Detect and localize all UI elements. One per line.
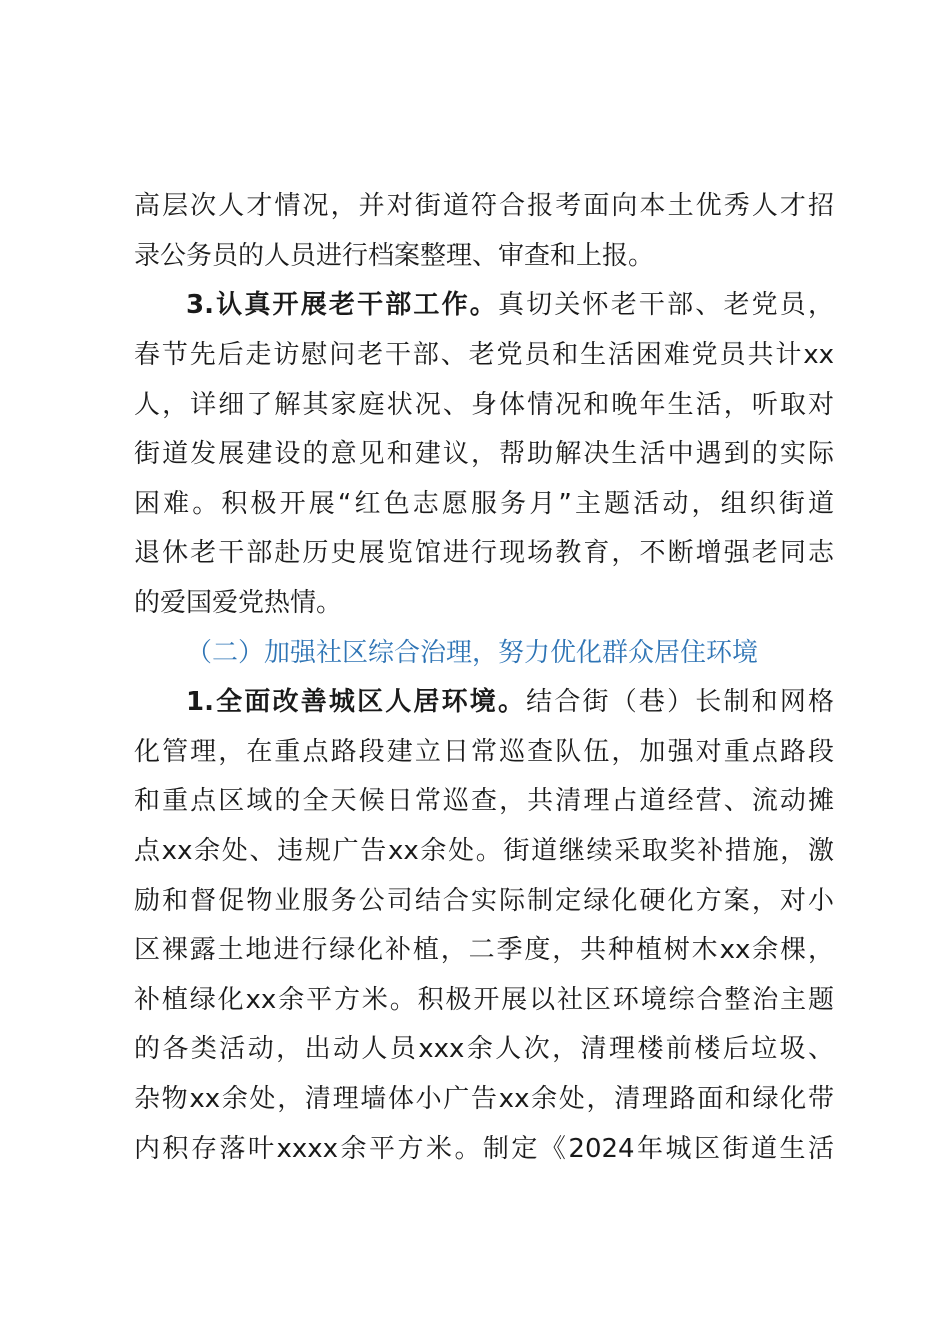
paragraph-line: 励和督促物业服务公司结合实际制定绿化硬化方案，对小 — [134, 886, 834, 916]
paragraph-line: 杂物xx余处，清理墙体小广告xx余处，清理路面和绿化带 — [134, 1084, 834, 1114]
paragraph-line: 区裸露土地进行绿化补植，二季度，共种植树木xx余棵， — [134, 935, 834, 965]
paragraph-line: 人，详细了解其家庭状况、身体情况和晚年生活，听取对 — [134, 390, 834, 420]
paragraph-line: 退休老干部赴历史展览馆进行现场教育，不断增强老同志 — [134, 538, 834, 568]
paragraph-line: 的各类活动，出动人员xxx余人次，清理楼前楼后垃圾、 — [134, 1034, 834, 1064]
paragraph-line: 录公务员的人员进行档案整理、审查和上报。 — [134, 241, 655, 271]
paragraph-text: 真切关怀老干部、老党员， — [497, 290, 834, 320]
paragraph-line: 街道发展建设的意见和建议，帮助解决生活中遇到的实际 — [134, 439, 834, 469]
section-heading: （二）加强社区综合治理，努力优化群众居住环境 — [186, 638, 759, 668]
paragraph-line: 的爱国爱党热情。 — [134, 588, 343, 618]
paragraph-line: 春节先后走访慰问老干部、老党员和生活困难党员共计xx — [134, 340, 834, 370]
paragraph-line: 困难。积极开展“红色志愿服务月”主题活动，组织街道 — [134, 489, 834, 519]
paragraph-line: 化管理，在重点路段建立日常巡查队伍，加强对重点路段 — [134, 737, 834, 767]
paragraph-line: 高层次人才情况，并对街道符合报考面向本土优秀人才招 — [134, 191, 834, 221]
paragraph-line: 补植绿化xx余平方米。积极开展以社区环境综合整治主题 — [134, 985, 834, 1015]
subsection-3-first-line — [186, 280, 834, 330]
subsection-title: 3.认真开展老干部工作。 — [186, 290, 498, 320]
paragraph-line: 和重点区域的全天候日常巡查，共清理占道经营、流动摊 — [134, 786, 834, 816]
subsection-1-first-line — [186, 677, 834, 727]
paragraph-line: 内积存落叶xxxx余平方米。制定《2024年城区街道生活 — [134, 1134, 834, 1164]
paragraph-text: 结合街（巷）长制和网格 — [526, 687, 834, 717]
subsection-title: 1.全面改善城区人居环境。 — [186, 687, 527, 717]
paragraph-line: 点xx余处、违规广告xx余处。街道继续采取奖补措施，激 — [134, 836, 834, 866]
